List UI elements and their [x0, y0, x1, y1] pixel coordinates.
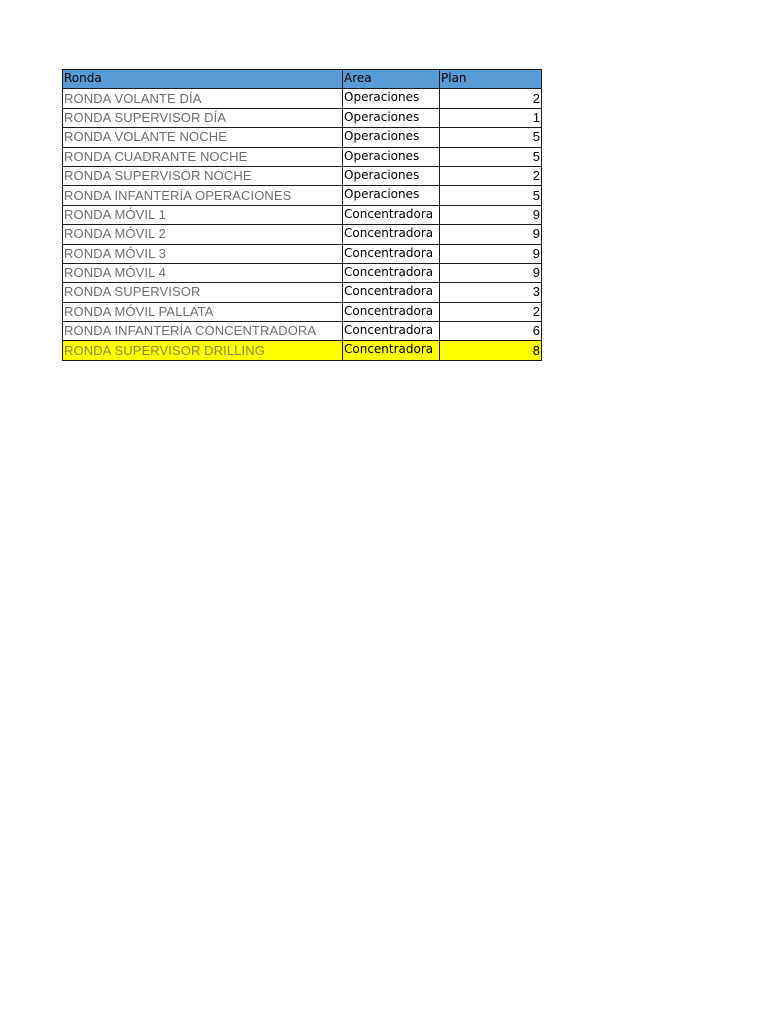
table-row	[63, 302, 542, 321]
cell-ronda[interactable]: RONDA MÓVIL 3	[63, 244, 343, 263]
table-body	[63, 89, 542, 360]
cell-area[interactable]: Concentradora	[343, 302, 440, 321]
cell-ronda[interactable]: RONDA INFANTERÍA OPERACIONES	[63, 186, 343, 205]
table-row	[63, 263, 542, 282]
cell-plan[interactable]: 8	[440, 341, 542, 360]
cell-area[interactable]: Operaciones	[343, 128, 440, 147]
cell-ronda[interactable]: RONDA MÓVIL 1	[63, 205, 343, 224]
table-row	[63, 147, 542, 166]
cell-ronda[interactable]: RONDA INFANTERÍA CONCENTRADORA	[63, 322, 343, 341]
table-row	[63, 244, 542, 263]
cell-ronda[interactable]: RONDA SUPERVISOR	[63, 283, 343, 302]
cell-plan[interactable]: 5	[440, 128, 542, 147]
table-row	[63, 128, 542, 147]
cell-area[interactable]: Operaciones	[343, 166, 440, 185]
cell-area[interactable]: Operaciones	[343, 108, 440, 127]
cell-area[interactable]: Operaciones	[343, 186, 440, 205]
cell-ronda[interactable]: RONDA VOLANTE NOCHE	[63, 128, 343, 147]
cell-plan[interactable]: 2	[440, 89, 542, 108]
table-row	[63, 205, 542, 224]
cell-plan[interactable]: 2	[440, 166, 542, 185]
spreadsheet-sheet	[62, 69, 542, 361]
cell-plan[interactable]: 5	[440, 147, 542, 166]
cell-ronda[interactable]: RONDA MÓVIL 2	[63, 225, 343, 244]
header-plan[interactable]: Plan	[440, 70, 542, 89]
table-row	[63, 322, 542, 341]
table-row	[63, 283, 542, 302]
cell-area[interactable]: Concentradora	[343, 205, 440, 224]
table-row	[63, 166, 542, 185]
header-row	[63, 70, 542, 89]
cell-ronda[interactable]: RONDA SUPERVISOR DÍA	[63, 108, 343, 127]
cell-ronda[interactable]: RONDA MÓVIL 4	[63, 263, 343, 282]
cell-ronda[interactable]: RONDA CUADRANTE NOCHE	[63, 147, 343, 166]
cell-plan[interactable]: 6	[440, 322, 542, 341]
table-row	[63, 89, 542, 108]
cell-ronda[interactable]: RONDA MÓVIL PALLATA	[63, 302, 343, 321]
rondas-table	[62, 69, 542, 361]
cell-plan[interactable]: 1	[440, 108, 542, 127]
cell-area[interactable]: Concentradora	[343, 263, 440, 282]
cell-ronda[interactable]: RONDA SUPERVISOR NOCHE	[63, 166, 343, 185]
table-row	[63, 108, 542, 127]
table-header	[63, 70, 542, 89]
cell-plan[interactable]: 9	[440, 205, 542, 224]
cell-plan[interactable]: 9	[440, 244, 542, 263]
cell-area[interactable]: Concentradora	[343, 283, 440, 302]
cell-plan[interactable]: 3	[440, 283, 542, 302]
table-row-highlighted	[63, 341, 542, 360]
cell-area[interactable]: Operaciones	[343, 147, 440, 166]
table-row	[63, 186, 542, 205]
cell-area[interactable]: Concentradora	[343, 341, 440, 360]
cell-plan[interactable]: 9	[440, 263, 542, 282]
cell-plan[interactable]: 5	[440, 186, 542, 205]
cell-plan[interactable]: 2	[440, 302, 542, 321]
cell-ronda[interactable]: RONDA SUPERVISOR DRILLING	[63, 341, 343, 360]
header-ronda[interactable]: Ronda	[63, 70, 343, 89]
cell-ronda[interactable]: RONDA VOLANTE DÍA	[63, 89, 343, 108]
table-row	[63, 225, 542, 244]
cell-area[interactable]: Concentradora	[343, 244, 440, 263]
cell-area[interactable]: Concentradora	[343, 322, 440, 341]
cell-area[interactable]: Concentradora	[343, 225, 440, 244]
cell-plan[interactable]: 9	[440, 225, 542, 244]
header-area[interactable]: Area	[343, 70, 440, 89]
cell-area[interactable]: Operaciones	[343, 89, 440, 108]
